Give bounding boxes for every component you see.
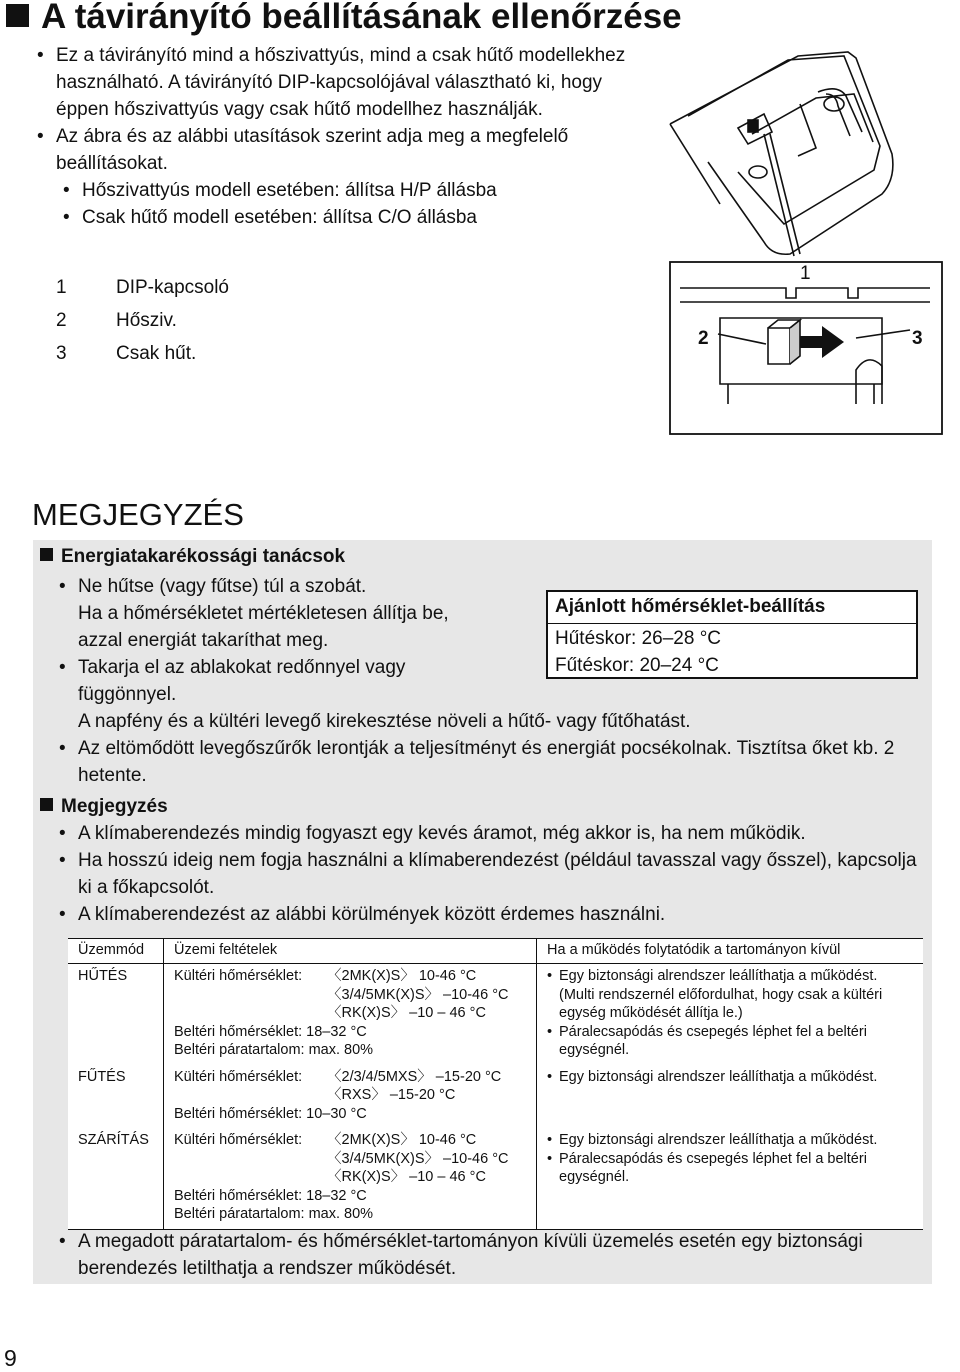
effect-cell: • Egy biztonsági alrendszer leállíthatja a működést. • Páralecsapódás és csepegés léphet fel a beltéri egységnél. <box>537 1128 924 1229</box>
note-bullet: • A klímaberendezés mindig fogyaszt egy kevés áramot, még akkor is, ha nem működik. <box>56 820 926 847</box>
figure-legend <box>56 274 229 373</box>
table-row <box>68 1065 923 1129</box>
column-header: Üzemi feltételek <box>164 939 537 964</box>
note-heading: Megjegyzés <box>40 796 168 818</box>
intro-bullet: • Az ábra és az alábbi utasítások szerint adja meg a megfelelő beállításokat. <box>34 123 654 177</box>
intro-bullet: • Ez a távirányító mind a hőszivattyús, mind a csak hűtő modellekhez használható. A távirányító DIP-kapcsolójával választható ki, hogy éppen hőszivattyús vagy csak hűtő modellhez használják. <box>34 42 654 123</box>
effect-cell: • Egy biztonsági alrendszer leállíthatja a működést. <box>537 1065 924 1129</box>
effect-cell: • Egy biztonsági alrendszer leállíthatja a működést. (Multi rendszernél előfordulhat, hogy csak a kültéri egység működését állítja le.) • Páralecsapódás és csepegés léphet fel a beltéri egységnél. <box>537 964 924 1065</box>
figure-label-1: 1 <box>800 263 811 284</box>
page-number: 9 <box>4 1345 17 1371</box>
recommended-temperature-box <box>546 590 918 679</box>
tip-bullet: • Takarja el az ablakokat redőnnyel vagy függönnyel. A napfény és a kültéri levegő kirekesztése növeli a hűtő- vagy fűtőhatást. <box>56 654 916 735</box>
tip-bullet: • Ne hűtse (vagy fűtse) túl a szobát. Ha a hőmérsékletet mértékletesen állítja be, azzal energiát takaríthat meg. <box>56 573 916 654</box>
mode-cell: SZÁRÍTÁS <box>68 1128 164 1229</box>
note-section-heading: MEGJEGYZÉS <box>32 497 244 532</box>
remote-body-outline <box>670 52 893 254</box>
table-row <box>68 964 923 1065</box>
legend-item: 1 DIP-kapcsoló <box>56 277 229 298</box>
square-bullet-icon <box>6 4 29 27</box>
dip-switch-figure <box>668 44 944 436</box>
recommended-heating: Fűtéskor: 20–24 °C <box>555 655 719 676</box>
intro-section <box>34 42 654 231</box>
footer-bullet: • A megadott páratartalom- és hőmérséklet-tartományon kívüli üzemelés esetén egy biztonsági berendezés letilthatja a rendszer működését. <box>56 1228 876 1282</box>
legend-item: 2 Hősziv. <box>56 310 177 331</box>
recommended-cooling: Hűtéskor: 26–28 °C <box>555 628 722 649</box>
table-row <box>68 1128 923 1229</box>
intro-sub-bullet: • Hőszivattyús modell esetében: állítsa H/P állásba <box>60 177 654 204</box>
page-title: A távirányító beállításának ellenőrzése <box>0 0 682 37</box>
callout-line <box>764 134 794 256</box>
column-header: Ha a működés folytatódik a tartományon kívül <box>537 939 924 964</box>
operating-conditions-table <box>68 938 923 1230</box>
note-bullet: • A klímaberendezést az alábbi körülmények között érdemes használni. <box>56 901 926 928</box>
table-header-row <box>68 939 923 964</box>
note-list <box>56 820 926 928</box>
arrow-icon <box>800 326 844 358</box>
figure-label-2: 2 <box>698 328 709 349</box>
mode-cell: FŰTÉS <box>68 1065 164 1129</box>
figure-label-3: 3 <box>912 328 923 349</box>
conditions-cell: Kültéri hőmérséklet: 〈2MK(X)S〉 10-46 °C 〈3/4/5MK(X)S〉 –10-46 °C 〈RK(X)S〉 –10 – 46 °C Beltéri hőmérséklet: 18–32 °C Beltéri páratartalom: max. 80% <box>164 964 537 1065</box>
column-header: Üzemmód <box>68 939 164 964</box>
legend-item: 3 Csak hűt. <box>56 343 197 364</box>
recommended-title: Ajánlott hőmérséklet-beállítás <box>548 592 916 624</box>
footer-note <box>56 1228 876 1282</box>
square-bullet-icon <box>40 798 53 811</box>
square-bullet-icon <box>40 548 53 561</box>
tip-bullet: • Az eltömődött levegőszűrők lerontják a teljesítményt és energiát pocsékolnak. Tisztítsa őket kb. 2 hetente. <box>56 735 898 789</box>
mode-cell: HŰTÉS <box>68 964 164 1065</box>
conditions-cell: Kültéri hőmérséklet: 〈2/3/4/5MXS〉 –15-20 °C 〈RXS〉 –15-20 °C Beltéri hőmérséklet: 10–30 °C <box>164 1065 537 1129</box>
energy-heading: Energiatakarékossági tanácsok <box>40 546 345 568</box>
conditions-cell: Kültéri hőmérséklet: 〈2MK(X)S〉 10-46 °C 〈3/4/5MK(X)S〉 –10-46 °C 〈RK(X)S〉 –10 – 46 °C Beltéri hőmérséklet: 18–32 °C Beltéri páratartalom: max. 80% <box>164 1128 537 1229</box>
note-bullet: • Ha hosszú ideig nem fogja használni a klímaberendezést (például tavasszal vagy ősszel), kapcsolja ki a főkapcsolót. <box>56 847 926 901</box>
intro-sub-bullet: • Csak hűtő modell esetében: állítsa C/O állásba <box>60 204 654 231</box>
